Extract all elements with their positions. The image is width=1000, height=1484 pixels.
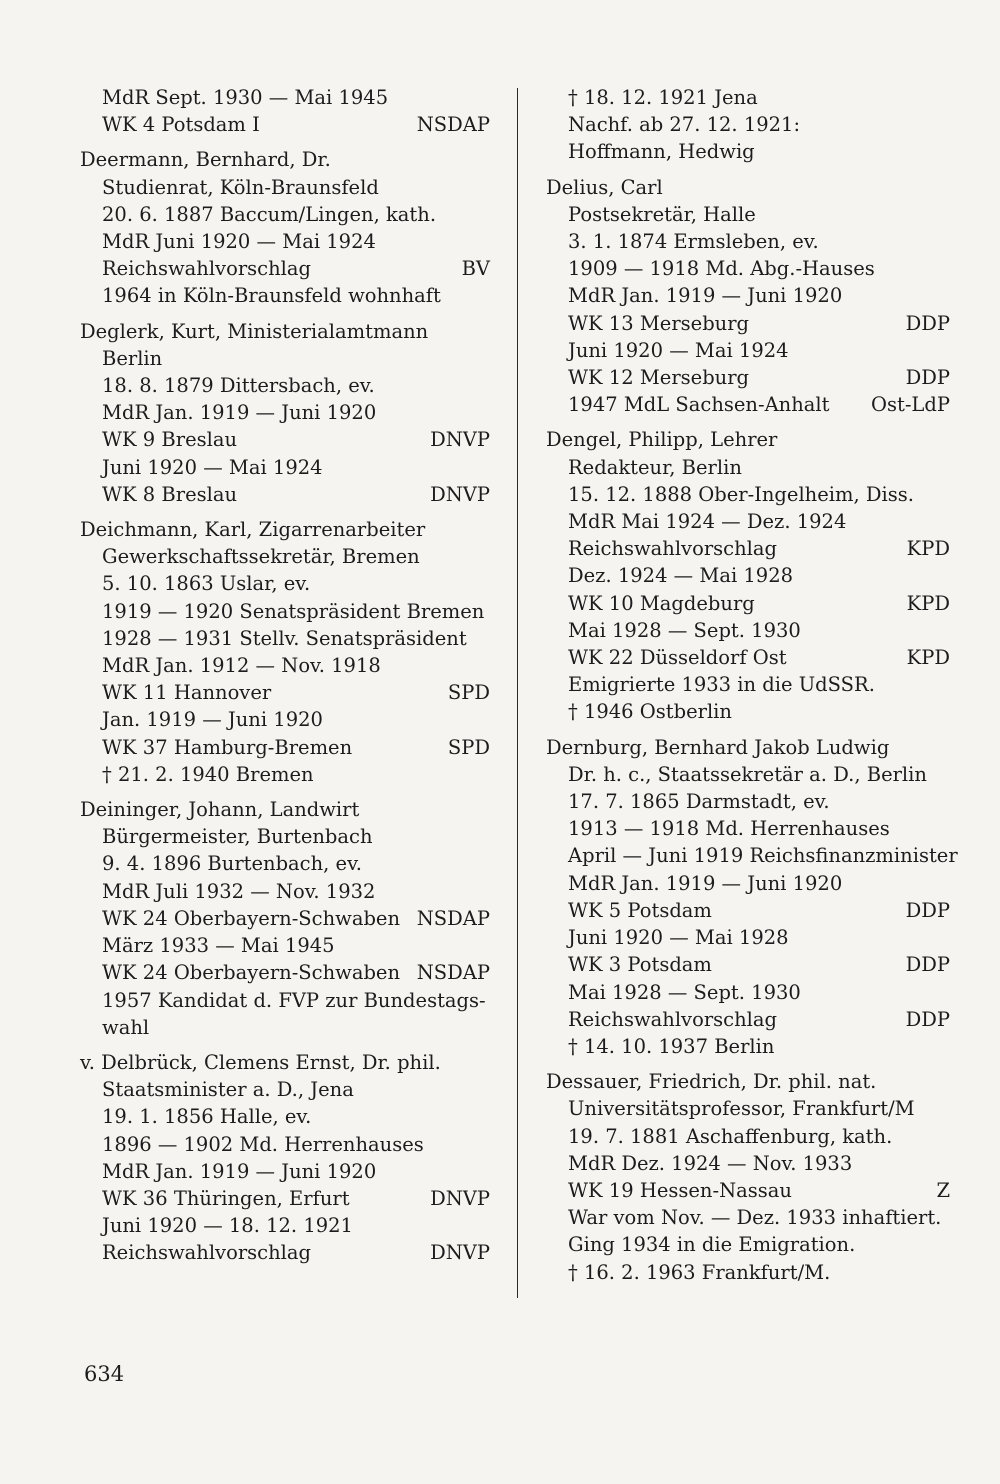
entry-line-text: Universitätsprofessor, Frankfurt/M bbox=[568, 1097, 915, 1121]
entry-line bbox=[80, 679, 490, 706]
entry-line-text: 1896 — 1902 Md. Herrenhauses bbox=[102, 1132, 424, 1156]
entry-line-text: WK 4 Potsdam I bbox=[102, 113, 260, 137]
entry-line-text: † 14. 10. 1937 Berlin bbox=[568, 1034, 775, 1058]
entry-line-text: 20. 6. 1887 Baccum/Lingen, kath. bbox=[102, 202, 437, 226]
entry-line bbox=[80, 255, 490, 282]
entry-line bbox=[546, 1177, 950, 1204]
entry-line bbox=[546, 138, 950, 165]
entry-line-text: Reichswahlvorschlag bbox=[568, 1007, 777, 1031]
entry-line-text: MdR Mai 1924 — Dez. 1924 bbox=[568, 510, 847, 534]
entry-line bbox=[546, 617, 950, 644]
entry-line bbox=[80, 454, 490, 481]
entry-line-text: MdR Jan. 1919 — Juni 1920 bbox=[102, 1159, 377, 1183]
entry-line bbox=[546, 535, 950, 562]
entry-line-text: WK 24 Oberbayern-Schwaben bbox=[102, 906, 401, 930]
entry-line bbox=[80, 111, 490, 138]
entry-line bbox=[80, 625, 490, 652]
entry-line-text: MdR Juli 1932 — Nov. 1932 bbox=[102, 879, 376, 903]
entry-line-text: MdR Juni 1920 — Mai 1924 bbox=[102, 230, 376, 254]
entry-name bbox=[80, 516, 490, 543]
entry-line-text: Juni 1920 — Mai 1924 bbox=[102, 455, 323, 479]
entry-name-text: Dernburg, Bernhard Jakob Ludwig bbox=[546, 735, 890, 759]
entry-line bbox=[80, 543, 490, 570]
entry-line-text: MdR Jan. 1919 — Juni 1920 bbox=[568, 871, 843, 895]
entry-line-text: MdR Jan. 1919 — Juni 1920 bbox=[102, 401, 377, 425]
entry-line-text: Postsekretär, Halle bbox=[568, 202, 756, 226]
entry-line bbox=[80, 399, 490, 426]
party-label: DDP bbox=[905, 366, 950, 390]
entry-line-text: Nachf. ab 27. 12. 1921: bbox=[568, 113, 801, 137]
entry-line-text: 19. 7. 1881 Aschaffenburg, kath. bbox=[568, 1124, 893, 1148]
entry-line-text: Gewerkschaftssekretär, Bremen bbox=[102, 545, 420, 569]
entry-line bbox=[546, 1123, 950, 1150]
entry-line-text: MdR Dez. 1924 — Nov. 1933 bbox=[568, 1151, 853, 1175]
entry-line bbox=[546, 111, 950, 138]
entry-line bbox=[80, 1158, 490, 1185]
entry-line-text: 1909 — 1918 Md. Abg.-Hauses bbox=[568, 257, 875, 281]
entry-line bbox=[80, 201, 490, 228]
entry-line bbox=[80, 1014, 490, 1041]
entry-line bbox=[546, 897, 950, 924]
entry-line-text: WK 36 Thüringen, Erfurt bbox=[102, 1186, 350, 1210]
entry-name bbox=[546, 174, 950, 201]
entry-name bbox=[80, 146, 490, 173]
biography-entry bbox=[546, 84, 950, 166]
entry-line bbox=[546, 201, 950, 228]
biography-entry bbox=[546, 426, 950, 725]
entry-name-text: v. Delbrück, Clemens Ernst, Dr. phil. bbox=[80, 1050, 441, 1074]
entry-name bbox=[80, 1049, 490, 1076]
entry-line bbox=[546, 644, 950, 671]
biography-entry bbox=[546, 174, 950, 419]
entry-line-text: WK 8 Breslau bbox=[102, 482, 238, 506]
entry-line-text: Reichswahlvorschlag bbox=[102, 257, 311, 281]
entry-line bbox=[546, 562, 950, 589]
entry-name-text: Dessauer, Friedrich, Dr. phil. nat. bbox=[546, 1070, 877, 1094]
entry-line bbox=[546, 282, 950, 309]
entry-line bbox=[80, 652, 490, 679]
entry-line-text: 3. 1. 1874 Ermsleben, ev. bbox=[568, 230, 819, 254]
entry-line bbox=[546, 788, 950, 815]
entry-line-text: März 1933 — Mai 1945 bbox=[102, 934, 335, 958]
entry-line-text: Hoffmann, Hedwig bbox=[568, 140, 755, 164]
entry-name-text: Deichmann, Karl, Zigarrenarbeiter bbox=[80, 518, 426, 542]
party-label: KPD bbox=[906, 646, 950, 670]
entry-line-text: April — Juni 1919 Reichsfinanzminister bbox=[568, 844, 958, 868]
entry-line-text: 1913 — 1918 Md. Herrenhauses bbox=[568, 817, 890, 841]
entry-line-text: 1964 in Köln-Braunsfeld wohnhaft bbox=[102, 284, 441, 308]
entry-line-text: Juni 1920 — Mai 1928 bbox=[568, 926, 789, 950]
entry-line-text: 1928 — 1931 Stellv. Senatspräsident bbox=[102, 626, 467, 650]
entry-line-text: MdR Jan. 1912 — Nov. 1918 bbox=[102, 654, 381, 678]
entry-line-text: † 18. 12. 1921 Jena bbox=[568, 86, 758, 109]
entry-line bbox=[546, 391, 950, 418]
entry-line-text: Redakteur, Berlin bbox=[568, 455, 742, 479]
entry-line bbox=[546, 454, 950, 481]
entry-line-text: WK 37 Hamburg-Bremen bbox=[102, 735, 353, 759]
party-label: DDP bbox=[905, 898, 950, 922]
entry-line-text: Reichswahlvorschlag bbox=[568, 537, 777, 561]
entry-line-text: 1957 Kandidat d. FVP zur Bundestags- bbox=[102, 988, 486, 1012]
entry-line bbox=[546, 951, 950, 978]
entry-line bbox=[546, 1150, 950, 1177]
entry-line-text: Staatsminister a. D., Jena bbox=[102, 1078, 354, 1102]
entry-line bbox=[546, 761, 950, 788]
party-label: KPD bbox=[906, 537, 950, 561]
entry-line bbox=[546, 1231, 950, 1258]
party-label: DNVP bbox=[430, 428, 490, 452]
biography-entry bbox=[80, 318, 490, 508]
entry-name bbox=[546, 734, 950, 761]
entry-line bbox=[80, 959, 490, 986]
entry-line bbox=[80, 1185, 490, 1212]
entry-name-text: Deglerk, Kurt, Ministerialamtmann bbox=[80, 319, 429, 343]
entry-line bbox=[80, 84, 490, 111]
party-label: DNVP bbox=[430, 482, 490, 506]
entry-name-text: Deermann, Bernhard, Dr. bbox=[80, 148, 331, 172]
entry-line bbox=[80, 706, 490, 733]
entry-name bbox=[80, 796, 490, 823]
entry-line bbox=[546, 310, 950, 337]
entry-line bbox=[80, 905, 490, 932]
entry-line-text: WK 12 Merseburg bbox=[568, 366, 750, 390]
entry-name-text: Deininger, Johann, Landwirt bbox=[80, 798, 360, 822]
party-label: KPD bbox=[906, 591, 950, 615]
entry-line-text: Dez. 1924 — Mai 1928 bbox=[568, 564, 794, 588]
entry-line-text: Reichswahlvorschlag bbox=[102, 1241, 311, 1265]
entry-line-text: Mai 1928 — Sept. 1930 bbox=[568, 980, 801, 1004]
page-number: 634 bbox=[84, 1362, 125, 1386]
entry-name bbox=[80, 318, 490, 345]
entry-line bbox=[546, 590, 950, 617]
entry-line bbox=[546, 924, 950, 951]
left-column bbox=[80, 84, 490, 1275]
entry-line bbox=[546, 842, 958, 869]
entry-line bbox=[546, 698, 950, 725]
entry-line-text: WK 19 Hessen-Nassau bbox=[568, 1178, 792, 1202]
entry-line-text: Berlin bbox=[102, 346, 163, 370]
entry-line bbox=[80, 932, 490, 959]
entry-line bbox=[546, 1095, 950, 1122]
entry-line-text: 19. 1. 1856 Halle, ev. bbox=[102, 1105, 312, 1129]
entry-line bbox=[546, 1033, 950, 1060]
entry-line bbox=[546, 870, 950, 897]
entry-line-text: Dr. h. c., Staatssekretär a. D., Berlin bbox=[568, 762, 927, 786]
entry-line-text: Ging 1934 in die Emigration. bbox=[568, 1233, 856, 1257]
party-label: NSDAP bbox=[416, 906, 490, 930]
entry-line-text: 1947 MdL Sachsen-Anhalt bbox=[568, 393, 830, 417]
column-divider bbox=[517, 88, 518, 1298]
party-label: Ost-LdP bbox=[871, 393, 950, 417]
party-label: Z bbox=[936, 1178, 950, 1202]
entry-line-text: wahl bbox=[102, 1015, 150, 1039]
entry-line-text: WK 11 Hannover bbox=[102, 681, 272, 705]
biography-entry bbox=[546, 734, 958, 1060]
entry-line-text: WK 24 Oberbayern-Schwaben bbox=[102, 961, 401, 985]
entry-line bbox=[546, 84, 950, 111]
entry-line-text: † 16. 2. 1963 Frankfurt/M. bbox=[568, 1260, 831, 1284]
biography-entry bbox=[80, 516, 490, 788]
entry-line bbox=[546, 481, 950, 508]
entry-line bbox=[80, 878, 490, 905]
entry-line bbox=[80, 987, 490, 1014]
entry-name bbox=[546, 1068, 950, 1095]
entry-line-text: WK 22 Düsseldorf Ost bbox=[568, 646, 787, 670]
entry-line-text: Emigrierte 1933 in die UdSSR. bbox=[568, 673, 875, 697]
entry-line bbox=[546, 979, 950, 1006]
entry-name-text: Dengel, Philipp, Lehrer bbox=[546, 428, 778, 452]
entry-line-text: Juni 1920 — 18. 12. 1921 bbox=[102, 1214, 353, 1238]
entry-line bbox=[80, 761, 490, 788]
entry-line-text: Studienrat, Köln-Braunsfeld bbox=[102, 175, 379, 199]
party-label: SPD bbox=[447, 681, 490, 705]
entry-line bbox=[80, 372, 490, 399]
party-label: DDP bbox=[905, 1007, 950, 1031]
entry-line-text: 17. 7. 1865 Darmstadt, ev. bbox=[568, 790, 830, 814]
entry-line bbox=[80, 345, 490, 372]
entry-line bbox=[80, 282, 490, 309]
entry-line bbox=[80, 228, 490, 255]
entry-line bbox=[80, 850, 490, 877]
entry-line bbox=[546, 255, 950, 282]
party-label: BV bbox=[461, 257, 490, 281]
entry-line-text: WK 9 Breslau bbox=[102, 428, 238, 452]
entry-name bbox=[546, 426, 950, 453]
entry-name-text: Delius, Carl bbox=[546, 175, 663, 199]
entry-line bbox=[546, 228, 950, 255]
entry-line bbox=[80, 426, 490, 453]
entry-line-text: War vom Nov. — Dez. 1933 inhaftiert. bbox=[568, 1206, 942, 1230]
entry-line-text: WK 13 Merseburg bbox=[568, 311, 750, 335]
entry-line bbox=[80, 1103, 490, 1130]
entry-line bbox=[80, 174, 490, 201]
entry-line bbox=[80, 1212, 490, 1239]
entry-line bbox=[546, 671, 950, 698]
entry-line-text: Juni 1920 — Mai 1924 bbox=[568, 338, 789, 362]
entry-line bbox=[546, 364, 950, 391]
entry-line bbox=[80, 734, 490, 761]
party-label: DDP bbox=[905, 311, 950, 335]
biography-entry bbox=[80, 84, 490, 138]
entry-line-text: WK 10 Magdeburg bbox=[568, 591, 755, 615]
party-label: NSDAP bbox=[416, 961, 490, 985]
entry-line bbox=[80, 823, 490, 850]
entry-line bbox=[546, 1259, 950, 1286]
entry-line-text: † 21. 2. 1940 Bremen bbox=[102, 762, 314, 786]
party-label: DDP bbox=[905, 953, 950, 977]
entry-line-text: Mai 1928 — Sept. 1930 bbox=[568, 618, 801, 642]
entry-line-text: 15. 12. 1888 Ober-Ingelheim, Diss. bbox=[568, 482, 914, 506]
entry-line-text: Bürgermeister, Burtenbach bbox=[102, 825, 373, 849]
entry-line bbox=[546, 1006, 950, 1033]
biography-entry bbox=[546, 1068, 950, 1286]
entry-line bbox=[80, 481, 490, 508]
entry-line bbox=[546, 337, 950, 364]
party-label: DNVP bbox=[430, 1241, 490, 1265]
entry-line bbox=[80, 1239, 490, 1266]
entry-line bbox=[80, 598, 490, 625]
biography-entry bbox=[80, 1049, 490, 1267]
entry-line-text: † 1946 Ostberlin bbox=[568, 700, 732, 724]
biography-entry bbox=[80, 146, 490, 309]
entry-line-text: MdR Jan. 1919 — Juni 1920 bbox=[568, 284, 843, 308]
party-label: DNVP bbox=[430, 1186, 490, 1210]
entry-line-text: WK 5 Potsdam bbox=[568, 898, 712, 922]
entry-line-text: WK 3 Potsdam bbox=[568, 953, 712, 977]
entry-line bbox=[546, 508, 950, 535]
entry-line-text: 1919 — 1920 Senatspräsident Bremen bbox=[102, 599, 485, 623]
party-label: NSDAP bbox=[416, 113, 490, 137]
entry-line-text: 18. 8. 1879 Dittersbach, ev. bbox=[102, 374, 375, 398]
entry-line-text: MdR Sept. 1930 — Mai 1945 bbox=[102, 86, 389, 109]
entry-line bbox=[80, 1076, 490, 1103]
entry-line bbox=[80, 1131, 490, 1158]
biography-entry bbox=[80, 796, 490, 1041]
entry-line bbox=[546, 1204, 950, 1231]
entry-line bbox=[80, 570, 490, 597]
entry-line bbox=[546, 815, 950, 842]
right-column bbox=[546, 84, 958, 1294]
entry-line-text: 5. 10. 1863 Uslar, ev. bbox=[102, 572, 311, 596]
party-label: SPD bbox=[447, 735, 490, 759]
entry-line-text: Jan. 1919 — Juni 1920 bbox=[102, 708, 323, 732]
entry-line-text: 9. 4. 1896 Burtenbach, ev. bbox=[102, 852, 363, 876]
